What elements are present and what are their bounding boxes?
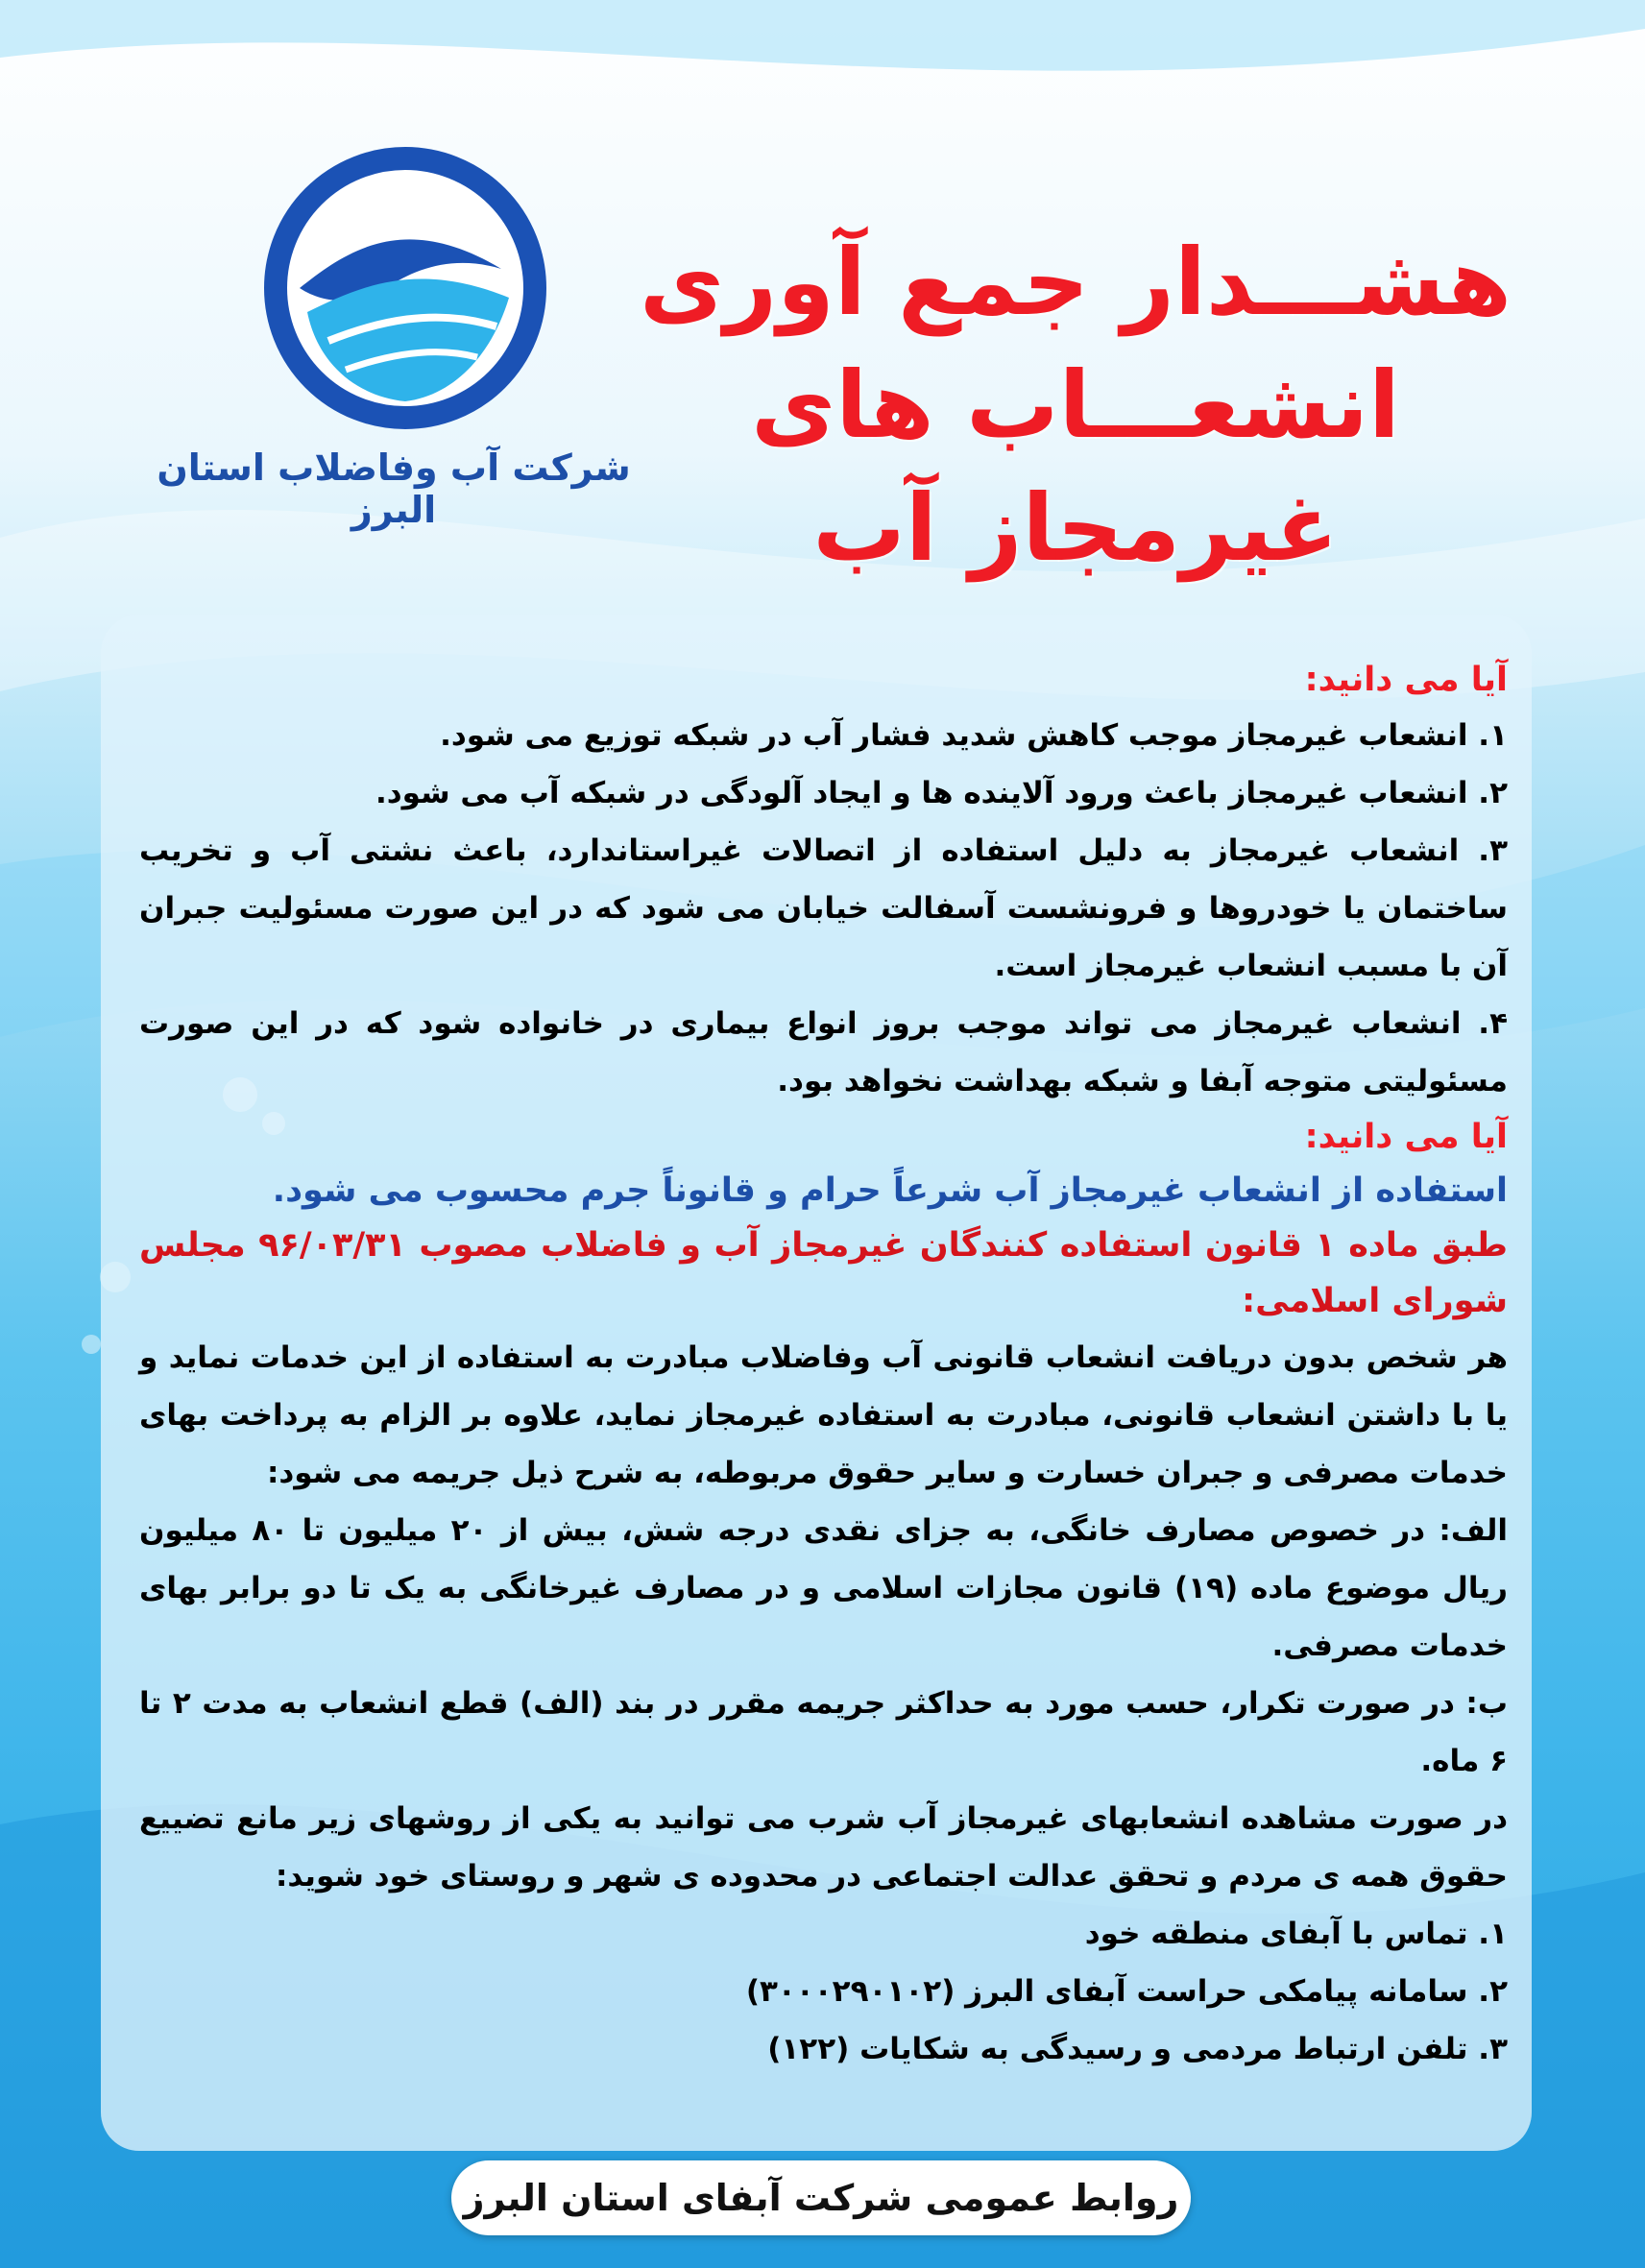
section-heading-did-you-know: آیا می دانید: xyxy=(1304,661,1508,699)
section-heading-did-you-know-2: آیا می دانید: xyxy=(1304,1118,1508,1156)
paragraph: الف: در خصوص مصارف خانگی، به جزای نقدی درجه شش، بیش از ۲۰ میلیون تا ۸۰ میلیون ریال موضوع ماده (۱۹) قانون مجازات اسلامی و در مصارف غیرخانگی به یک تا دو برابر بهای خدمات مصرفی. xyxy=(139,1513,1509,1663)
footer-public-relations: روابط عمومی شرکت آبفای استان البرز xyxy=(451,2160,1191,2235)
list-item: ۱. انشعاب غیرمجاز موجب کاهش شدید فشار آب در شبکه توزیع می شود. xyxy=(440,718,1508,753)
title-line-2: انشعـــاب های xyxy=(751,351,1400,459)
law-heading: طبق ماده ۱ قانون استفاده کنندگان غیرمجاز آب و فاضلاب مصوب ۹۶/۰۳/۳۱ مجلس شورای اسلامی: xyxy=(139,1226,1508,1320)
notice-content xyxy=(139,653,1508,2078)
title-line-1: هشـــدار جمع آوری xyxy=(639,229,1512,336)
company-name: شرکت آب وفاضلاب استان البرز xyxy=(157,446,631,531)
contact-item: ۱. تماس با آبفای منطقه خود xyxy=(1084,1917,1508,1951)
list-item: ۲. انشعاب غیرمجاز باعث ورود آلاینده ها و ایجاد آلودگی در شبکه آب می شود. xyxy=(375,776,1508,810)
water-company-logo-icon xyxy=(261,144,549,432)
list-item: ۴. انشعاب غیرمجاز می تواند موجب بروز انواع بیماری در خانواده شود که در این صورت مسئولیتی متوجه آبفا و شبکه بهداشت نخواهد بود. xyxy=(139,1006,1508,1098)
paragraph: در صورت مشاهده انشعابهای غیرمجاز آب شرب می توانید به یکی از روشهای زیر مانع تضییع حقوق همه ی مردم و تحقق عدالت اجتماعی در محدوده ی شهر و روستای خود شوید: xyxy=(139,1801,1508,1894)
paragraph: ب: در صورت تکرار، حسب مورد به حداکثر جریمه مقرر در بند (الف) قطع انشعاب به مدت ۲ تا ۶ ماه. xyxy=(139,1686,1508,1778)
page-title xyxy=(615,221,1536,590)
paragraph: هر شخص بدون دریافت انشعاب قانونی آب وفاضلاب مبادرت به استفاده از این خدمات نماید و یا با داشتن انشعاب قانونی، مبادرت به استفاده غیرمجاز نماید، علاوه بر الزام به پرداخت بهای خدمات مصرفی و جبران خسارت و سایر حقوق مربوطه، به شرح ذیل جریمه می شود: xyxy=(139,1340,1508,1490)
contact-item: ۳. تلفن ارتباط مردمی و رسیدگی به شکایات (۱۲۲) xyxy=(767,2032,1508,2066)
list-item: ۳. انشعاب غیرمجاز به دلیل استفاده از اتصالات غیراستاندارد، باعث نشتی آب و تخریب ساختمان یا خودروها و فرونشست آسفالت خیابان می شود که در این صورت مسئولیت جبران آن با مسبب انشعاب غیرمجاز است. xyxy=(139,833,1508,983)
title-line-3: غیرمجاز آب xyxy=(812,474,1339,582)
legal-statement: استفاده از انشعاب غیرمجاز آب شرعاً حرام و قانوناً جرم محسوب می شود. xyxy=(272,1171,1508,1210)
contact-item: ۲. سامانه پیامکی حراست آبفای البرز (۳۰۰۰۲۹۰۱۰۲) xyxy=(745,1974,1508,2009)
